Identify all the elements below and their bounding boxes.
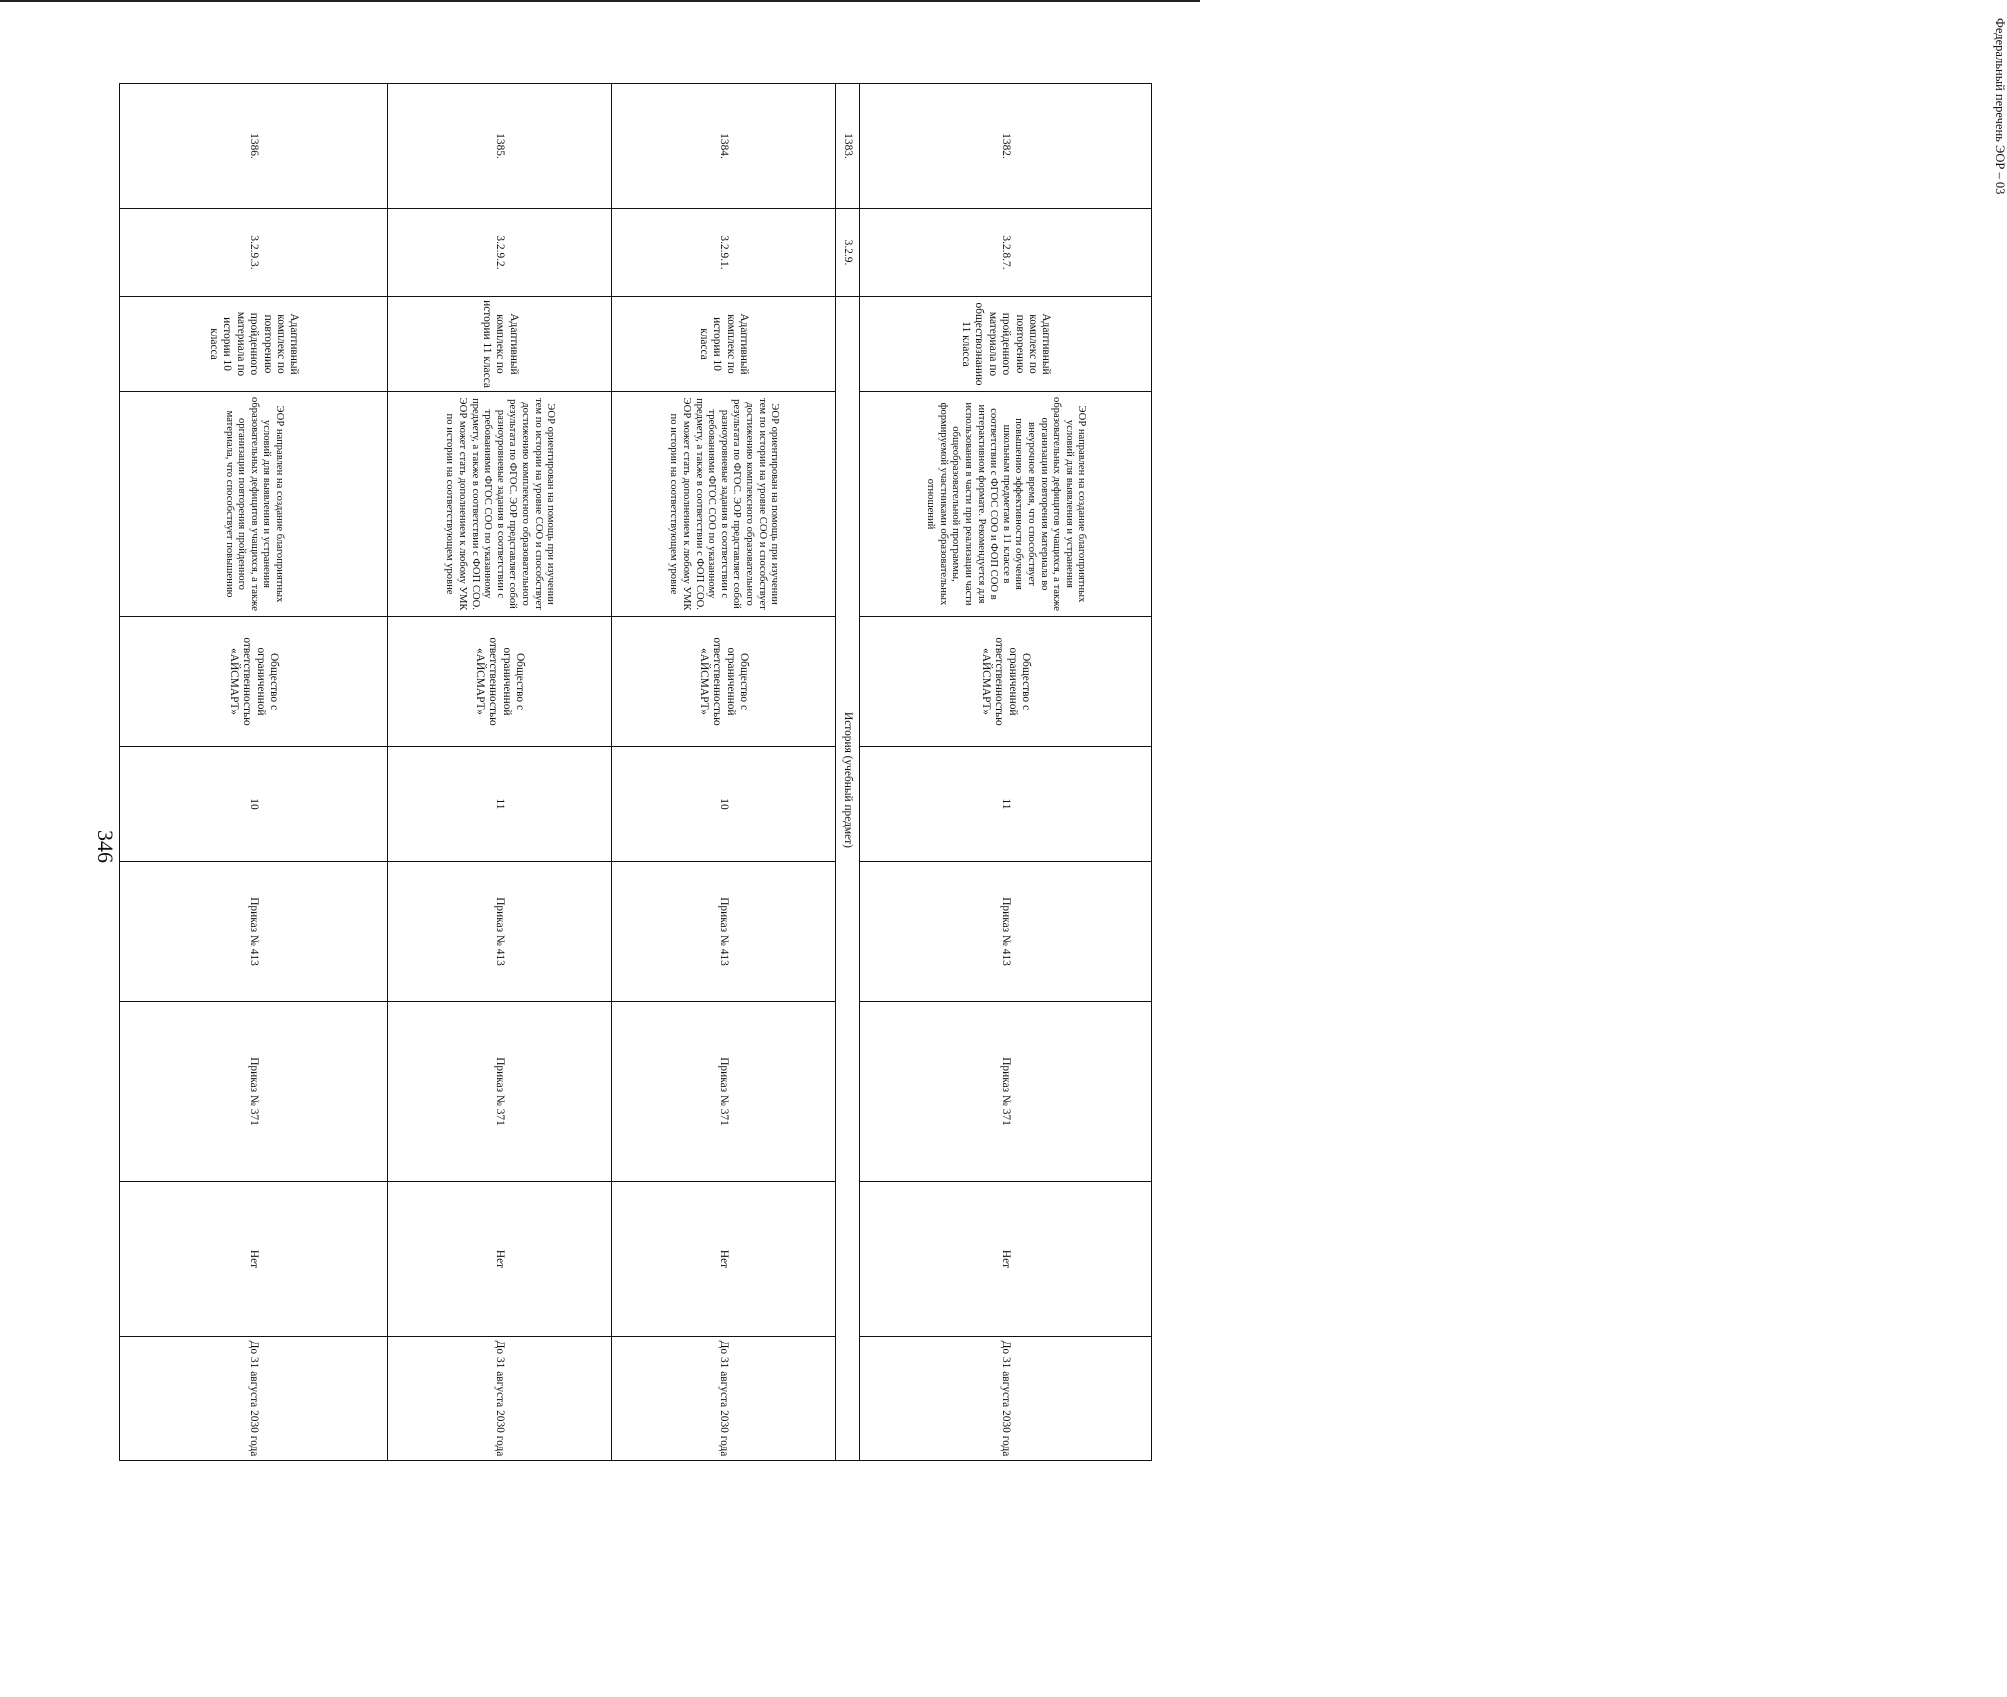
row-number: 1384.: [612, 84, 836, 209]
order-371: Приказ № 371: [120, 1002, 388, 1182]
row-number: 1385.: [388, 84, 612, 209]
resource-description: ЭОР направлен на создание благоприятных условий для выявления и устранения образовательных дефицитов учащихся, а также организации повторения пройденного материала, что способствует повышению: [120, 392, 388, 617]
order-371: Приказ № 371: [612, 1002, 836, 1182]
flag-value: Нет: [120, 1182, 388, 1337]
validity-date: До 31 августа 2030 года: [612, 1337, 836, 1461]
order-413: Приказ № 413: [120, 862, 388, 1002]
table-row: [120, 84, 388, 1611]
table-row: [388, 84, 612, 1611]
eor-table: [119, 83, 1152, 1611]
row-number: 1383.: [836, 84, 860, 209]
resource-grade: 11: [388, 747, 612, 862]
row-number: 1386.: [120, 84, 388, 209]
resource-organization: Общество с ограниченной ответственностью «АЙСМАРТ»: [612, 617, 836, 747]
row-code: 3.2.9.2.: [388, 209, 612, 297]
resource-name: Адаптивный комплекс по истории 11 класса: [388, 297, 612, 392]
order-371: Приказ № 371: [860, 1002, 1152, 1182]
section-row: [836, 84, 860, 1611]
resource-name: Адаптивный комплекс по повторению пройденного материала по обществознанию 11 класса: [860, 297, 1152, 392]
row-number: 1382.: [860, 84, 1152, 209]
resource-grade: 11: [860, 747, 1152, 862]
resource-description: ЭОР ориентирован на помощь при изучении тем по истории на уровне СОО и способствует достижению комплексного образовательного результата по ФГОС. ЭОР представляет собой разноуровневые задания в соответствии с требованиями ФГОС СОО по указанному предмету, а также в соответствии с ФОП СОО. ЭОР может стать дополнением к любому УМК по истории на соответствующем уровне: [612, 392, 836, 617]
validity-date: До 31 августа 2030 года: [860, 1337, 1152, 1461]
row-code: 3.2.9.: [836, 209, 860, 297]
resource-organization: Общество с ограниченной ответственностью «АЙСМАРТ»: [860, 617, 1152, 747]
flag-value: Нет: [612, 1182, 836, 1337]
order-413: Приказ № 413: [860, 862, 1152, 1002]
table-row: [860, 84, 1152, 1611]
resource-description: ЭОР направлен на создание благоприятных условий для выявления и устранения образовательных дефицитов учащихся, а также организации повторения материала во внеурочное время, что способствует повышению эффективности обучения школьным предметам в 11 классе в соответствии с ФГОС СОО и ФОП СОО в интерактивном формате. Рекомендуется для использования в части при реализации части общеобразовательной программы, формируемой участниками образовательных отношений: [860, 392, 1152, 617]
resource-grade: 10: [612, 747, 836, 862]
resource-description: ЭОР ориентирован на помощь при изучении тем по истории на уровне СОО и способствует достижению комплексного образовательного результата по ФГОС. ЭОР представляет собой разноуровневые задания в соответствии с требованиями ФГОС СОО по указанному предмету, а также в соответствии с ФОП СОО. ЭОР может стать дополнением к любому УМК по истории на соответствующем уровне: [388, 392, 612, 617]
rotated-page: [93, 18, 2007, 1610]
resource-organization: Общество с ограниченной ответственностью «АЙСМАРТ»: [120, 617, 388, 747]
flag-value: Нет: [860, 1182, 1152, 1337]
resource-grade: 10: [120, 747, 388, 862]
order-413: Приказ № 413: [388, 862, 612, 1002]
resource-organization: Общество с ограниченной ответственностью «АЙСМАРТ»: [388, 617, 612, 747]
validity-date: До 31 августа 2030 года: [388, 1337, 612, 1461]
section-title-text: История (учебный предмет): [842, 712, 855, 848]
top-edge-line: [0, 0, 1200, 2]
row-code: 3.2.9.3.: [120, 209, 388, 297]
page-number: 346: [93, 830, 118, 863]
row-code: 3.2.9.1.: [612, 209, 836, 297]
section-title: [836, 297, 860, 1461]
table-row: [612, 84, 836, 1611]
resource-name: Адаптивный комплекс по повторению пройденного материала по истории 10 класса: [120, 297, 388, 392]
footer-note: Федеральный перечень ЭОР – 03: [1993, 18, 2007, 195]
order-371: Приказ № 371: [388, 1002, 612, 1182]
resource-name: Адаптивный комплекс по истории 10 класса: [612, 297, 836, 392]
row-code: 3.2.8.7.: [860, 209, 1152, 297]
flag-value: Нет: [388, 1182, 612, 1337]
validity-date: До 31 августа 2030 года: [120, 1337, 388, 1461]
order-413: Приказ № 413: [612, 862, 836, 1002]
